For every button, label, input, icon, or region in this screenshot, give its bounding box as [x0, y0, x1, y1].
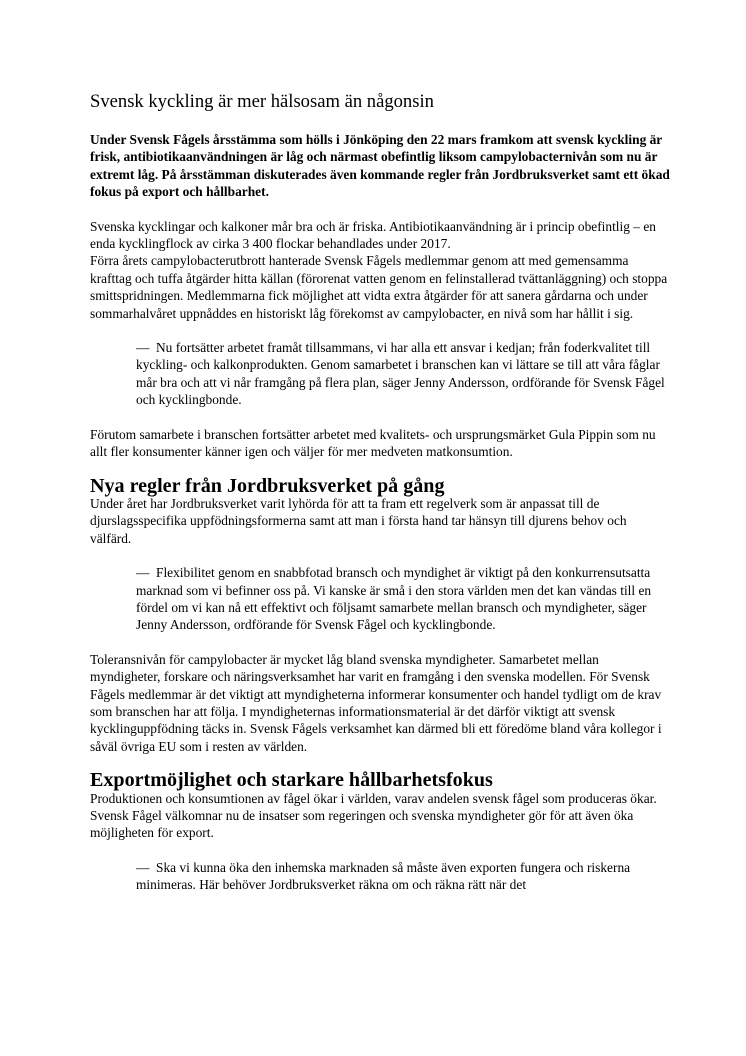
- paragraph-health-line-1: Svenska kycklingar och kalkoner mår bra och är friska. Antibiotikaanvändning är i princip obefintlig – en enda kycklingflock av cirka 3 400 flockar behandlades under 2017.: [90, 218, 656, 252]
- paragraph-tolerance: Toleransnivån för campylobacter är mycket låg bland svenska myndigheter. Samarbetet mellan myndigheter, forskare och näringsverksamhet har varit en framgång i den svenska modellen. För Svensk Fågels medlemmar är det viktigt att myndigheterna informerar konsumenter och handel tydligt om de krav som branschen har att följa. I myndigheternas informationsmaterial är det därför viktigt att svensk kycklinguppfödning täcks in. Svensk Fågels verksamhet kan därmed bli ett föredöme bland våra kollegor i såväl övriga EU som i resten av världen.: [90, 651, 662, 754]
- paragraph-gula-pippin: Förutom samarbete i branschen fortsätter arbetet med kvalitets- och ursprungsmärket Gula Pippin som nu allt fler konsumenter känner igen och väljer för mer medveten matkonsumtion.: [90, 426, 656, 460]
- quote-block-2: [90, 564, 670, 634]
- quote-block-3: [90, 859, 670, 894]
- quote-dash: —: [136, 565, 150, 581]
- quote-dash: —: [136, 340, 150, 356]
- section-heading-regulations: Nya regler från Jordbruksverket på gång: [90, 474, 445, 497]
- document-page: [90, 90, 670, 911]
- article-title: Svensk kyckling är mer hälsosam än någonsin: [90, 91, 434, 112]
- quote-text-2: Flexibilitet genom en snabbfotad bransch och myndighet är viktigt på den konkurrensutsatta marknad som vi befinner oss på. Vi kanske är små i den stora världen men det kan vändas till en fördel om vi kan nå ett effektivt och följsamt samarbete mellan bransch och myndigheter, säger Jenny Andersson, ordförande för Svensk Fågel och kycklingbonde.: [136, 565, 652, 633]
- quote-text-1: Nu fortsätter arbetet framåt tillsammans, vi har alla ett ansvar i kedjan; från foderkvalitet till kyckling- och kalkonprodukten. Genom samarbetet i branschen kan vi lättare se till att våra fåglar mår bra och att vi når framgång på flera plan, säger Jenny Andersson, ordförande för Svensk Fågel och kycklingbonde.: [136, 340, 665, 408]
- paragraph-health: [90, 218, 670, 322]
- lead-paragraph: Under Svensk Fågels årsstämma som hölls i Jönköping den 22 mars framkom att svensk kyckling är frisk, antibiotikaanvändningen är låg och närmast obefintlig liksom campylobacternivån som nu är extremt låg. På årsstämman diskuterades även kommande regler från Jordbruksverket samt ett ökad fokus på export och hållbarhet.: [90, 132, 670, 200]
- quote-text-3: Ska vi kunna öka den inhemska marknaden så måste även exporten fungera och riskerna minimeras. Här behöver Jordbruksverket räkna om och räkna rätt när det: [136, 859, 631, 893]
- paragraph-export: Produktionen och konsumtionen av fågel ökar i världen, varav andelen svensk fågel som produceras ökar. Svensk Fågel välkomnar nu de insatser som regeringen och svenska myndigheter gör för att även öka möjligheten för export.: [90, 790, 657, 841]
- quote-block-1: [90, 339, 670, 409]
- quote-dash: —: [136, 859, 150, 875]
- paragraph-regulations: Under året har Jordbruksverket varit lyhörda för att ta fram ett regelverk som är anpassat till de djurslagsspecifika uppfödningsformerna samt att man i första hand tar hänsyn till djurens behov och välfärd.: [90, 495, 627, 546]
- section-heading-export: Exportmöjlighet och starkare hållbarhetsfokus: [90, 769, 493, 792]
- paragraph-health-line-2: Förra årets campylobacterutbrott hanterade Svensk Fågels medlemmar genom att med gemensamma krafttag och tuffa åtgärder hitta källan (förorenat vatten genom en felinstallerad tvättanläggning) och stoppa smittspridningen. Medlemmarna fick möjlighet att vidta extra åtgärder för att sanera gårdarna och under sommarhalvåret uppnåddes en historiskt låg förekomst av campylobacter, en nivå som har hållit i sig.: [90, 253, 668, 321]
